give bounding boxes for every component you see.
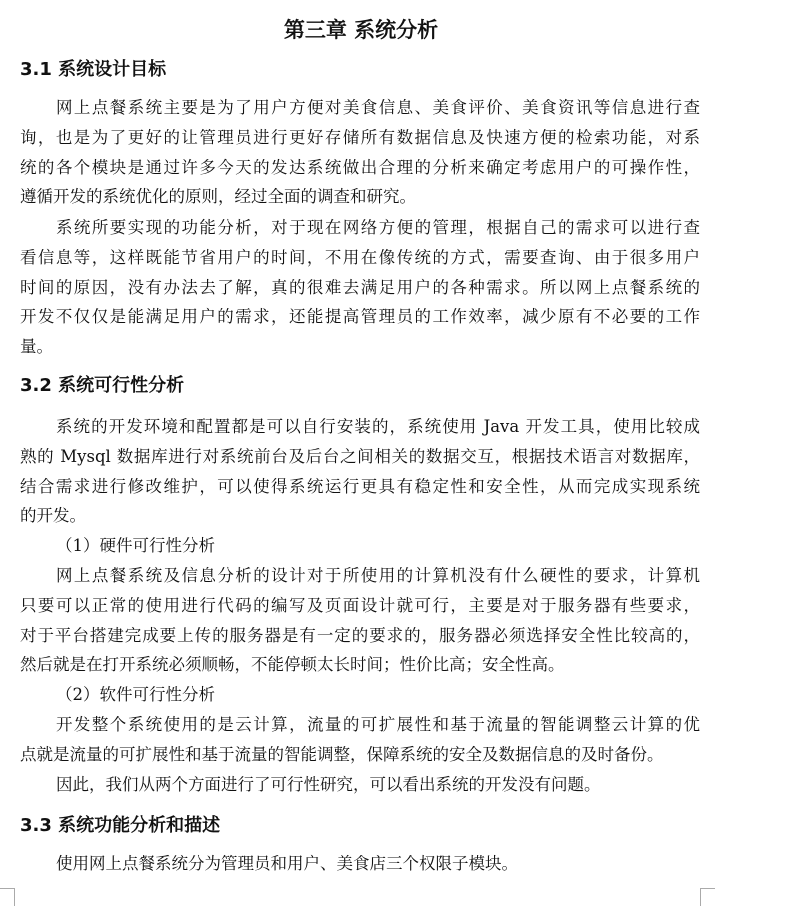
text-line: 点就是流量的可扩展性和基于流量的智能调整，保障系统的安全及数据信息的及时备份。: [20, 744, 664, 764]
text-line: 系统的开发环境和配置都是可以自行安装的，系统使用 Java 开发工具，使用比较成: [56, 417, 700, 436]
text-line: 因此，我们从两个方面进行了可行性研究，可以看出系统的开发没有问题。: [56, 774, 601, 794]
text-line: 网上点餐系统主要是为了用户方便对美食信息、美食评价、美食资讯等信息进行查: [56, 98, 700, 117]
chapter-title: 第三章 系统分析: [283, 18, 439, 42]
paragraph-feasibility: [20, 412, 700, 799]
section-heading-3-2: 3.2 系统可行性分析: [20, 375, 185, 396]
page-corner-mark-right: [700, 888, 715, 906]
paragraph-function-description: [20, 849, 700, 879]
paragraph-design-goal: [20, 93, 700, 212]
subheading-hardware: （1）硬件可行性分析: [56, 536, 215, 556]
section-heading-3-1: 3.1 系统设计目标: [20, 59, 167, 80]
text-line: 时间的原因，没有办法去了解，真的很难去满足用户的各种需求。所以网上点餐系统的: [20, 277, 700, 297]
text-line: 结合需求进行修改维护，可以使得系统运行更具有稳定性和安全性，从而完成实现系统: [20, 476, 700, 496]
text-line: 然后就是在打开系统必须顺畅，不能停顿太长时间；性价比高；安全性高。: [20, 655, 565, 675]
text-line: 熟的 Mysql 数据库进行对系统前台及后台之间相关的数据交互，根据技术语言对数据库，: [20, 446, 700, 466]
text-line: 开发整个系统使用的是云计算，流量的可扩展性和基于流量的智能调整云计算的优: [56, 714, 700, 734]
text-line: 使用网上点餐系统分为管理员和用户、美食店三个权限子模块。: [56, 854, 518, 873]
section-heading-3-3: 3.3 系统功能分析和描述: [20, 815, 221, 836]
text-line: 量。: [20, 337, 53, 357]
text-line: 只要可以正常的使用进行代码的编写及页面设计就可行，主要是对于服务器有些要求，: [20, 595, 700, 615]
text-line: 的开发。: [20, 506, 86, 526]
text-line: 遵循开发的系统优化的原则，经过全面的调查和研究。: [20, 187, 416, 207]
text-line: 统的各个模块是通过许多今天的发达系统做出合理的分析来确定考虑用户的可操作性，: [20, 157, 700, 177]
text-line: 网上点餐系统及信息分析的设计对于所使用的计算机没有什么硬性的要求，计算机: [56, 565, 700, 585]
subheading-software: （2）软件可行性分析: [56, 685, 215, 705]
text-line: 开发不仅仅是能满足用户的需求，还能提高管理员的工作效率，减少原有不必要的工作: [20, 307, 700, 327]
paragraph-function-analysis: [20, 213, 700, 362]
text-line: 看信息等，这样既能节省用户的时间，不用在像传统的方式，需要查询、由于很多用户: [20, 247, 700, 267]
page-corner-mark-left: [0, 888, 15, 906]
text-line: 系统所要实现的功能分析，对于现在网络方便的管理，根据自己的需求可以进行查: [56, 218, 700, 237]
text-line: 询，也是为了更好的让管理员进行更好存储所有数据信息及快速方便的检索功能，对系: [20, 127, 700, 147]
text-line: 对于平台搭建完成要上传的服务器是有一定的要求的，服务器必须选择安全性比较高的，: [20, 625, 700, 645]
